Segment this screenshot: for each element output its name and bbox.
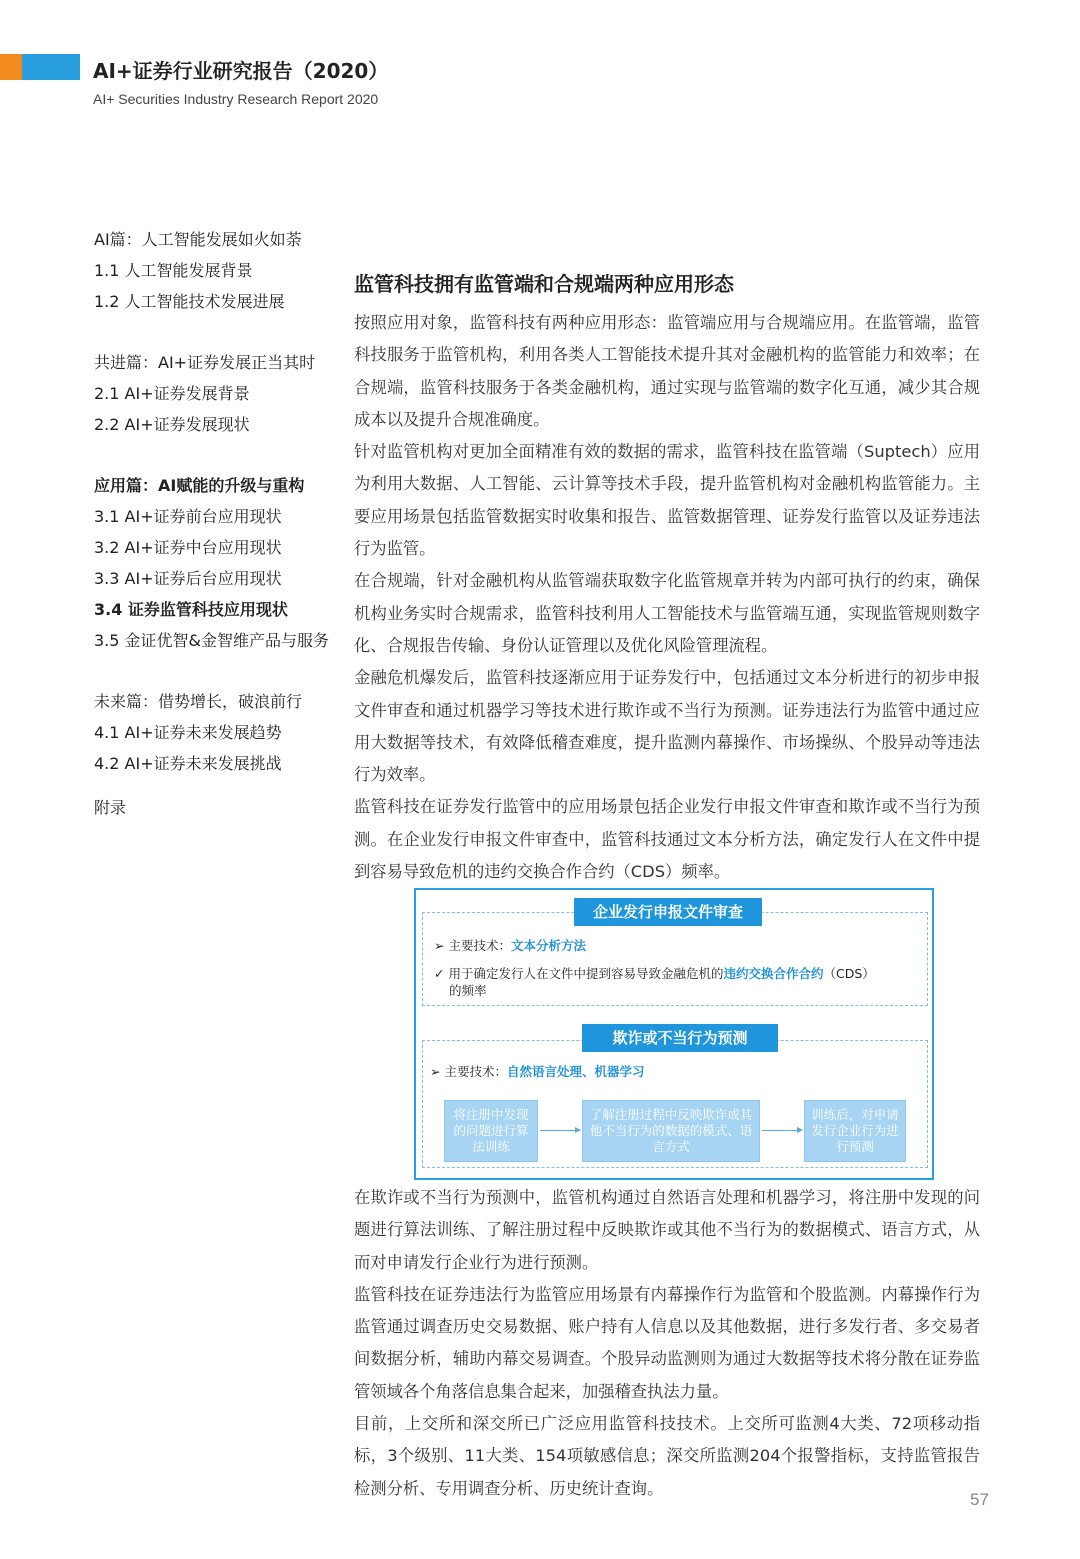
paragraph: 监管科技在证券发行监管中的应用场景包括企业发行申报文件审查和欺诈或不当行为预测。在企业发行申报文件审查中，监管科技通过文本分析方法，确定发行人在文件中提到容易导致危机的违约交换合作合约（CDS）频率。 bbox=[354, 797, 980, 882]
toc-item[interactable]: 未来篇：借势增长，破浪前行 bbox=[94, 692, 303, 711]
toc-item[interactable]: AI篇：人工智能发展如火如荼 bbox=[94, 230, 302, 249]
paragraph: 在合规端，针对金融机构从监管端获取数字化监管规章并转为内部可执行的约束，确保机构业务实时合规需求，监管科技利用人工智能技术与监管端互通，实现监管规则数字化、合规报告传输、身份认证管理以及优化风险管理流程。 bbox=[354, 571, 980, 655]
paragraph: 按照应用对象，监管科技有两种应用形态：监管端应用与合规端应用。在监管端，监管科技服务于监管机构，利用各类人工智能技术提升其对金融机构的监管能力和效率；在合规端，监管科技服务于各类金融机构，通过实现与监管端的数字化互通，减少其合规成本以及提升合规准确度。 bbox=[354, 313, 980, 429]
paragraph: 金融危机爆发后，监管科技逐渐应用于证券发行中，包括通过文本分析进行的初步申报文件审查和通过机器学习等技术进行欺诈或不当行为预测。证券违法行为监管中通过应用大数据等技术，有效降低稽查难度，提升监测内幕操作、市场操纵、个股异动等违法行为效率。 bbox=[354, 668, 980, 785]
paragraph: 针对监管机构对更加全面精准有效的数据的需求，监管科技在监管端（Suptech）应用为利用大数据、人工智能、云计算等技术手段，提升监管机构对金融机构监管能力。主要应用场景包括监管数据实时收集和报告、监管数据管理、证券发行监管以及证券违法行为监管。 bbox=[354, 442, 980, 559]
toc-item[interactable]: 4.2 AI+证券未来发展挑战 bbox=[94, 754, 282, 773]
toc-item[interactable]: 3.2 AI+证券中台应用现状 bbox=[94, 538, 282, 557]
arrow-right-icon bbox=[762, 1130, 802, 1131]
body-text-top bbox=[354, 307, 980, 888]
toc-item-appendix[interactable]: 附录 bbox=[94, 798, 127, 817]
header-accent-orange bbox=[0, 54, 22, 80]
paragraph: 在欺诈或不当行为预测中，监管机构通过自然语言处理和机器学习，将注册中发现的问题进行算法训练、了解注册过程中反映欺诈或其他不当行为的数据模式、语言方式，从而对申请发行企业行为进行预测。 bbox=[354, 1188, 980, 1272]
toc-item[interactable]: 1.1 人工智能发展背景 bbox=[94, 261, 253, 280]
diagram-heading: 企业发行申报文件审查 bbox=[574, 898, 762, 926]
toc-item-active-section[interactable]: 应用篇：AI赋能的升级与重构 bbox=[94, 476, 305, 495]
check-icon: ✓ bbox=[434, 966, 449, 981]
report-subtitle: AI+ Securities Industry Research Report 2020 bbox=[93, 91, 379, 107]
process-step: 训练后，对申请发行企业行为进行预测 bbox=[804, 1100, 906, 1162]
arrow-right-icon bbox=[540, 1130, 580, 1131]
section-title: 监管科技拥有监管端和合规端两种应用形态 bbox=[354, 272, 734, 296]
arrow-bullet-icon: ➢ bbox=[434, 938, 449, 953]
toc-item[interactable]: 3.5 金证优智&金智维产品与服务 bbox=[94, 631, 330, 650]
diagram-tech-line: ➢ 主要技术：自然语言处理、机器学习 bbox=[430, 1064, 645, 1079]
header-accent-blue bbox=[22, 54, 80, 80]
diagram-desc-line: ✓ 用于确定发行人在文件中提到容易导致金融危机的违约交换合作合约（CDS） 的频率 bbox=[434, 966, 875, 998]
page-number: 57 bbox=[970, 1490, 989, 1509]
toc-item[interactable]: 3.1 AI+证券前台应用现状 bbox=[94, 507, 282, 526]
report-title: AI+证券行业研究报告（2020） bbox=[93, 59, 389, 83]
process-step: 了解注册过程中反映欺诈或其他不当行为的数据的模式、语言方式 bbox=[582, 1100, 760, 1162]
paragraph: 目前，上交所和深交所已广泛应用监管科技技术。上交所可监测4大类、72项移动指标，3个级别、11大类、154项敏感信息；深交所监测204个报警指标，支持监管报告检测分析、专用调查分析、历史统计查询。 bbox=[354, 1414, 980, 1498]
table-of-contents bbox=[94, 224, 346, 823]
toc-item-current[interactable]: 3.4 证券监管科技应用现状 bbox=[94, 600, 288, 619]
arrow-bullet-icon: ➢ bbox=[430, 1064, 445, 1079]
diagram-tech-line: ➢ 主要技术：文本分析方法 bbox=[434, 938, 586, 953]
process-step: 将注册中发现的问题进行算法训练 bbox=[444, 1100, 538, 1162]
toc-item[interactable]: 4.1 AI+证券未来发展趋势 bbox=[94, 723, 282, 742]
toc-item[interactable]: 共进篇：AI+证券发展正当其时 bbox=[94, 353, 316, 372]
toc-item[interactable]: 3.3 AI+证券后台应用现状 bbox=[94, 569, 282, 588]
paragraph: 监管科技在证券违法行为监管应用场景有内幕操作行为监管和个股监测。内幕操作行为监管通过调查历史交易数据、账户持有人信息以及其他数据，进行多发行者、多交易者间数据分析，辅助内幕交易调查。个股异动监测则为通过大数据等技术将分散在证券监管领域各个角落信息集合起来，加强稽查执法力量。 bbox=[354, 1284, 980, 1401]
diagram-heading: 欺诈或不当行为预测 bbox=[582, 1024, 778, 1052]
toc-item[interactable]: 2.1 AI+证券发展背景 bbox=[94, 384, 250, 403]
toc-item[interactable]: 1.2 人工智能技术发展进展 bbox=[94, 292, 285, 311]
toc-item[interactable]: 2.2 AI+证券发展现状 bbox=[94, 415, 250, 434]
process-diagram bbox=[414, 888, 934, 1180]
body-text-bottom bbox=[354, 1182, 980, 1505]
